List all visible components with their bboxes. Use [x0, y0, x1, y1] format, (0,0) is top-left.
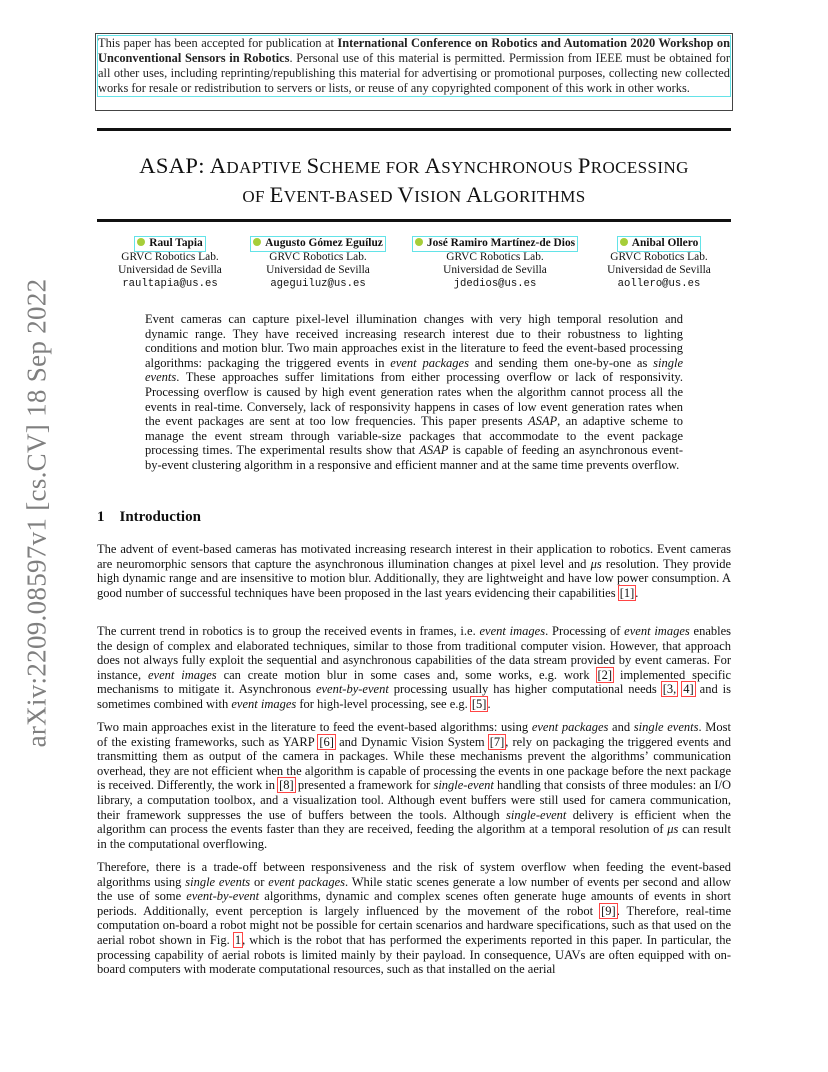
- author-name-link[interactable]: Augusto Gómez Eguíluz: [251, 237, 385, 251]
- author-name-link[interactable]: Anibal Ollero: [618, 237, 701, 251]
- orcid-icon[interactable]: [415, 238, 423, 246]
- title-rule-top: [97, 128, 731, 131]
- paragraph: The advent of event-based cameras has motivated increasing research interest in their application to robotics. Event cameras are neuromorphic sensors that capture the asynchronous illumination changes at pixel level and μs resolution. They provide high dynamic range and are insensitive to motion blur. Additionally, they are lightweight and have low power consumption. A good number of successful techniques have been proposed in the last years evidencing their capabilities [1].: [97, 542, 731, 600]
- author-email: ageguiluz@us.es: [270, 277, 366, 290]
- paper-title: [97, 152, 731, 210]
- publication-notice: [95, 33, 733, 111]
- citation-link[interactable]: [5]: [471, 696, 487, 711]
- citation-link[interactable]: [1]: [619, 585, 635, 600]
- author-block: José Ramiro Martínez-de Dios GRVC Robotics Lab. Universidad de Sevilla jdedios@us.es: [407, 237, 583, 291]
- author-email: jdedios@us.es: [453, 277, 537, 290]
- orcid-icon[interactable]: [253, 238, 261, 246]
- figure-link[interactable]: 1: [234, 932, 242, 947]
- author-name-link[interactable]: José Ramiro Martínez-de Dios: [413, 237, 577, 251]
- citation-link[interactable]: [9]: [601, 903, 616, 918]
- orcid-icon[interactable]: [620, 238, 628, 246]
- citation-link[interactable]: [3,: [662, 682, 677, 697]
- citation-link[interactable]: 4]: [683, 682, 694, 697]
- author-block: Anibal Ollero GRVC Robotics Lab. Universidad de Sevilla aollero@us.es: [599, 237, 719, 291]
- arxiv-id[interactable]: arXiv:2209.08597v1 [cs.CV] 18 Sep 2022: [21, 278, 52, 748]
- citation-link[interactable]: [6]: [319, 734, 334, 749]
- author-list: [97, 237, 731, 297]
- author-block: Augusto Gómez Eguíluz GRVC Robotics Lab. Universidad de Sevilla ageguiluz@us.es: [245, 237, 391, 291]
- title-line-2: OF EVENT-BASED VISION ALGORITHMS: [242, 182, 586, 207]
- paragraph: The current trend in robotics is to group the received events in frames, i.e. event images. Processing of event images enables the design of complex and elaborated techniques, similar to those from traditional computer vision. However, that approach does not always fully exploit the sequential and asynchronous capabilities of the data stream provided by event cameras. For instance, event images can create motion blur in some cases and, some works, e.g. work [2] implemented specific mechanisms to mitigate it. Asynchronous event-by-event processing usually has higher computational needs [3, 4] and is sometimes combined with event images for high-level processing, see e.g. [5].: [97, 624, 732, 711]
- abstract: Event cameras can capture pixel-level illumination changes with very high temporal resolution and dynamic range. They have received increasing research interest due to their robustness to lighting conditions and motion blur. Two main approaches exist in the literature to feed the event-based processing algorithms: packaging the triggered events in event packages and sending them one-by-one as single events. These approaches suffer limitations from either processing overflow or lack of responsivity. Processing overflow is caused by high event generation rates when the algorithm cannot process all the events in real-time. Conversely, lack of responsivity happens in cases of low event generation rates when the event packages are sent at too low frequencies. This paper presents ASAP, an adaptive scheme to manage the event stream through variable-size packages that accommodate to the event package processing times. The experimental results show that ASAP is capable of feeding an asynchronous event-by-event clustering algorithm in a responsive and efficient manner and at the same time prevents overflow.: [145, 312, 683, 472]
- author-block: Raul Tapia GRVC Robotics Lab. Universidad de Sevilla raultapia@us.es: [105, 237, 235, 291]
- author-email: raultapia@us.es: [122, 277, 218, 290]
- author-email: aollero@us.es: [617, 277, 701, 290]
- paragraph: Two main approaches exist in the literature to feed the event-based algorithms: using event packages and single events. Most of the existing frameworks, such as YARP [6] and Dynamic Vision System [7], rely on packaging the triggered events and transmitting them as output of the camera in packages. While these mechanisms prevent the algorithms’ communication overhead, they are not efficient when the algorithm is capable of processing the events in one package before the next package is received. Differently, the work in [8] presented a framework for single-event handling that consists of three modules: an I/O library, a computation toolbox, and a visualization tool. Although event buffers were still used for camera communication, their framework suppresses the use of buffers between the tools. Although single-event delivery is efficient when the algorithm can process the events faster than they are received, feeding the algorithm at a temporal resolution of μs can result in the computational overflowing.: [97, 720, 732, 851]
- paragraph: Therefore, there is a trade-off between responsiveness and the risk of system overflow when feeding the event-based algorithms using single events or event packages. While static scenes generate a low number of events per second and allow the use of some event-by-event algorithms, dynamic and complex scenes often generate huge amounts of events in short periods. Additionally, event perception is largely influenced by the movement of the robot [9]. Therefore, real-time computation on-board a robot might not be possible for certain scenarios and hardware specifications, such as that used on the aerial robot shown in Fig. 1, which is the robot that has performed the experiments reported in this paper. In particular, the processing capability of aerial robots is limited mainly by their payload. In consequence, UAVs are often equipped with on-board computers with moderate computational resources, such as that installed on the aerial: [97, 860, 731, 977]
- citation-link[interactable]: [8]: [279, 778, 294, 793]
- citation-link[interactable]: [7]: [489, 734, 505, 749]
- notice-text[interactable]: This paper has been accepted for publication at International Conference on Robotics and Automation 2020 Workshop on Unconventional Sensors in Robotics. Personal use of this material is permitted. Permission from IEEE must be obtained for all other uses, including reprinting/republishing this material for advertising or promotional purposes, collecting new collected works for resale or redistribution to servers or lists, or reuse of any copyrighted component of this work in other works.: [98, 36, 731, 95]
- section-heading: 1 Introduction: [97, 509, 201, 525]
- author-name-link[interactable]: Raul Tapia: [135, 237, 205, 251]
- citation-link[interactable]: [2]: [597, 667, 613, 682]
- title-rule-bottom: [97, 219, 731, 222]
- notice-venue: International Conference on Robotics and Automation 2020 Workshop on Unconventional Sensors in Robotics: [98, 36, 730, 65]
- title-line-1: ASAP: ADAPTIVE SCHEME FOR ASYNCHRONOUS PROCESSING: [139, 153, 689, 178]
- orcid-icon[interactable]: [137, 238, 145, 246]
